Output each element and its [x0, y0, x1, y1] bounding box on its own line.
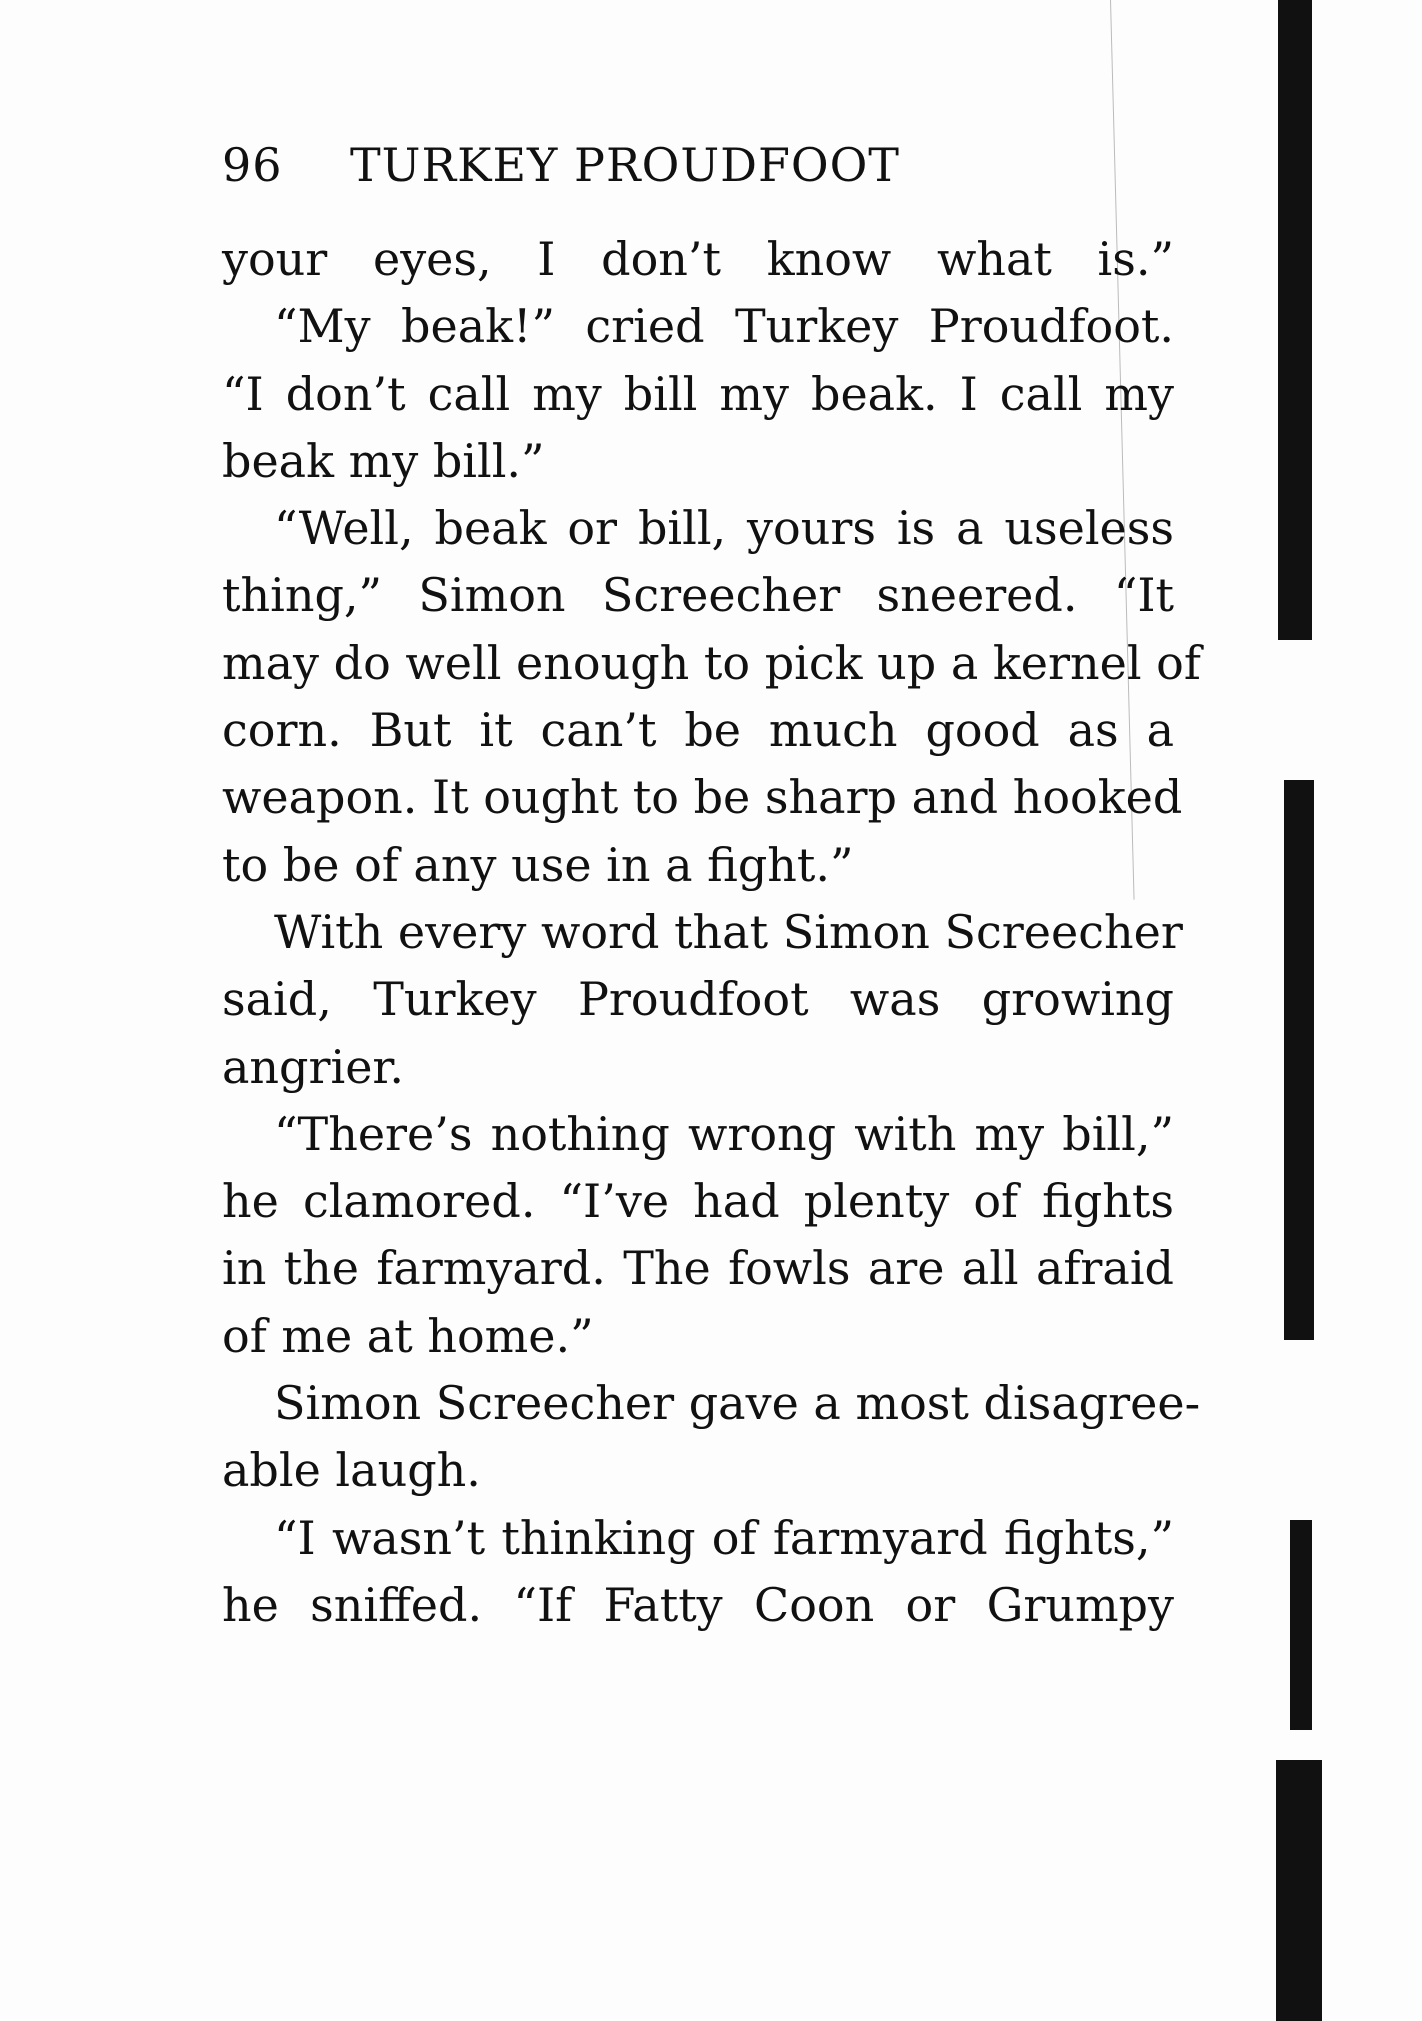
- text-line: Simon Screecher gave a most disagree-: [274, 1376, 1201, 1431]
- body-text: [222, 226, 1201, 1639]
- text-line: angrier.: [222, 1039, 404, 1094]
- text-line: beak my bill.”: [222, 433, 545, 488]
- text-line: he clamored. “I’ve had plenty of fights: [222, 1174, 1174, 1229]
- text-line: of me at home.”: [222, 1308, 594, 1363]
- text-line: “There’s nothing wrong with my bill,”: [274, 1106, 1174, 1161]
- scan-edge-shadow: [1276, 1760, 1322, 2021]
- text-line: “I don’t call my bill my beak. I call my: [222, 366, 1174, 421]
- text-line: weapon. It ought to be sharp and hooked: [222, 770, 1183, 825]
- text-line: may do well enough to pick up a kernel of: [222, 635, 1201, 690]
- running-header: [222, 138, 900, 192]
- text-line: thing,” Simon Screecher sneered. “It: [222, 568, 1174, 623]
- text-line: corn. But it can’t be much good as a: [222, 703, 1174, 758]
- scan-edge-shadow: [1284, 780, 1314, 1340]
- scan-edge-shadow: [1278, 0, 1312, 640]
- text-line: “I wasn’t thinking of farmyard fights,”: [274, 1510, 1174, 1565]
- text-line: “My beak!” cried Turkey Proudfoot.: [274, 299, 1174, 354]
- text-line: With every word that Simon Screecher: [274, 904, 1183, 959]
- text-line: “Well, beak or bill, yours is a useless: [274, 501, 1174, 556]
- text-line: in the farmyard. The fowls are all afraid: [222, 1241, 1174, 1296]
- text-line: able laugh.: [222, 1443, 481, 1498]
- scan-edge-shadow: [1290, 1520, 1312, 1730]
- text-line: to be of any use in a fight.”: [222, 837, 854, 892]
- text-line: your eyes, I don’t know what is.”: [222, 232, 1174, 286]
- page-number: 96: [222, 138, 283, 192]
- text-line: said, Turkey Proudfoot was growing: [222, 972, 1174, 1027]
- text-line: he sniffed. “If Fatty Coon or Grumpy: [222, 1577, 1174, 1632]
- running-title: TURKEY PROUDFOOT: [350, 138, 900, 192]
